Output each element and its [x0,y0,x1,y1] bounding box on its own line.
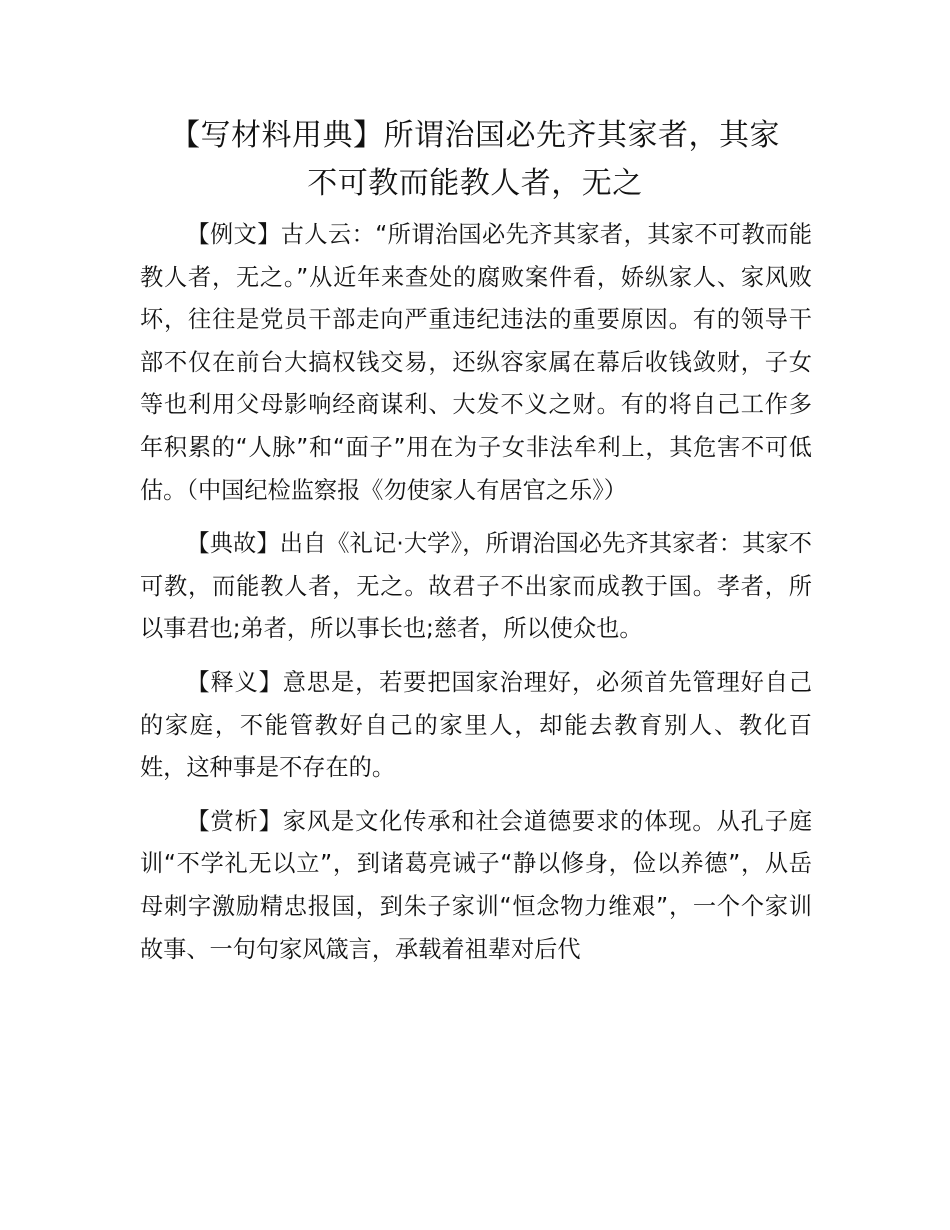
paragraph-tag: 【例文】 [186,221,281,248]
title-line-2: 不可教而能教人者，无之 [307,166,643,201]
paragraph-appreciation [140,801,812,971]
document-body [140,214,812,982]
paragraph-tag: 【释义】 [186,668,283,696]
paragraph-text: 家风是文化传承和社会道德要求的体现。从孔子庭训“不学礼无以立”，到诸葛亮诫子“静以修身，俭以养德”，从岳母刺字激励精忠报国，到朱子家训“恒念物力维艰”，一个个家训故事、一句句家风箴言，承载着祖辈对后代 [140,807,813,963]
paragraph-allusion [140,523,812,651]
paragraph-tag: 【典故】 [186,530,280,558]
title-line-1: 【写材料用典】所谓治国必先齐其家者，其家 [170,118,780,153]
paragraph-tag: 【赏析】 [186,807,283,835]
paragraph-example [140,214,812,512]
document-title [140,112,810,208]
paragraph-text: 古人云：“所谓治国必先齐其家者，其家不可教而能教人者，无之。”从近年来查处的腐败案件看，娇纵家人、家风败坏，往往是党员干部走向严重违纪违法的重要原因。有的领导干部不仅在前台大搞权钱交易，还纵容家属在幕后收钱敛财，子女等也利用父母影响经商谋利、大发不义之财。有的将自己工作多年积累的“人脉”和“面子”用在为子女非法牟利上，其危害不可低估。（中国纪检监察报《勿使家人有居官之乐》） [140,221,813,504]
paragraph-text: 意思是，若要把国家治理好，必须首先管理好自己的家庭，不能管教好自己的家里人，却能去教育别人、教化百姓，这种事是不存在的。 [140,668,813,782]
paragraph-text: 出自《礼记·大学》，所谓治国必先齐其家者：其家不可教，而能教人者，无之。故君子不出家而成教于国。孝者，所以事君也;弟者，所以事长也;慈者，所以使众也。 [140,530,812,643]
paragraph-meaning [140,662,812,790]
